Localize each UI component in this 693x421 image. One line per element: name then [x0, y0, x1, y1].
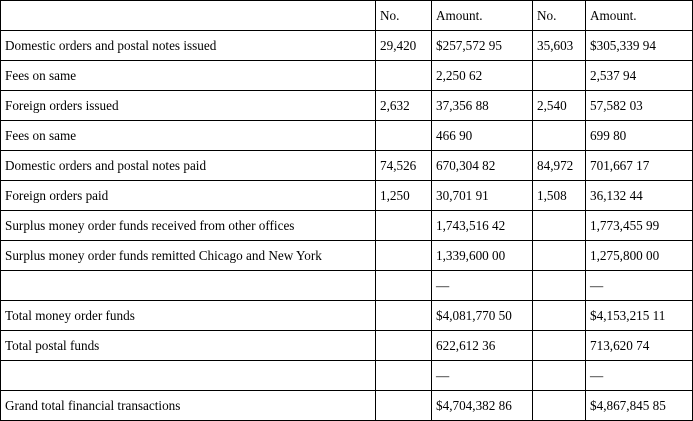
row-no-2: [533, 361, 586, 391]
row-no-1: [376, 301, 432, 331]
row-no-1: [376, 271, 432, 301]
row-no-1: 1,250: [376, 181, 432, 211]
row-amount-2: 2,537 94: [586, 61, 693, 91]
row-amount-2: $4,153,215 11: [586, 301, 693, 331]
row-no-1: 29,420: [376, 31, 432, 61]
table-row: [1, 241, 693, 271]
row-description: Foreign orders issued: [1, 91, 376, 121]
row-amount-1: 2,250 62: [432, 61, 533, 91]
row-amount-1: 30,701 91: [432, 181, 533, 211]
row-amount-1: 37,356 88: [432, 91, 533, 121]
row-description: Total postal funds: [1, 331, 376, 361]
row-no-2: [533, 271, 586, 301]
row-amount-2: 36,132 44: [586, 181, 693, 211]
row-amount-1: 670,304 82: [432, 151, 533, 181]
table-row: [1, 271, 693, 301]
row-amount-1: 466 90: [432, 121, 533, 151]
row-description: Surplus money order funds received from other offices: [1, 211, 376, 241]
header-description-cell: [1, 1, 376, 31]
row-amount-2: 1,275,800 00: [586, 241, 693, 271]
table-row: [1, 31, 693, 61]
header-amount-1: Amount.: [432, 1, 533, 31]
row-no-1: 74,526: [376, 151, 432, 181]
row-amount-2: 57,582 03: [586, 91, 693, 121]
row-description: [1, 271, 376, 301]
row-no-1: [376, 121, 432, 151]
table-row: [1, 361, 693, 391]
row-no-2: [533, 391, 586, 421]
row-no-2: [533, 61, 586, 91]
table-row: [1, 331, 693, 361]
row-amount-2: 713,620 74: [586, 331, 693, 361]
row-amount-2: —: [586, 361, 693, 391]
header-amount-2: Amount.: [586, 1, 693, 31]
row-no-2: [533, 241, 586, 271]
row-amount-2: 701,667 17: [586, 151, 693, 181]
row-amount-1: $4,704,382 86: [432, 391, 533, 421]
row-amount-1: 1,743,516 42: [432, 211, 533, 241]
row-amount-2: 1,773,455 99: [586, 211, 693, 241]
row-no-1: [376, 391, 432, 421]
row-no-1: [376, 331, 432, 361]
row-amount-2: $305,339 94: [586, 31, 693, 61]
table-header-row: [1, 1, 693, 31]
row-no-2: 84,972: [533, 151, 586, 181]
row-amount-2: $4,867,845 85: [586, 391, 693, 421]
row-description: Fees on same: [1, 121, 376, 151]
row-description: Foreign orders paid: [1, 181, 376, 211]
row-no-1: 2,632: [376, 91, 432, 121]
table-row: [1, 211, 693, 241]
table-row: [1, 151, 693, 181]
row-no-2: 1,508: [533, 181, 586, 211]
row-no-2: [533, 331, 586, 361]
row-description: Grand total financial transactions: [1, 391, 376, 421]
row-description: Fees on same: [1, 61, 376, 91]
row-amount-1: $257,572 95: [432, 31, 533, 61]
table-row: [1, 301, 693, 331]
row-no-1: [376, 361, 432, 391]
row-amount-1: 622,612 36: [432, 331, 533, 361]
row-amount-1: 1,339,600 00: [432, 241, 533, 271]
table-row: [1, 121, 693, 151]
row-no-2: 2,540: [533, 91, 586, 121]
row-no-1: [376, 211, 432, 241]
table-row: [1, 91, 693, 121]
row-description: [1, 361, 376, 391]
row-description: Surplus money order funds remitted Chicago and New York: [1, 241, 376, 271]
row-description: Total money order funds: [1, 301, 376, 331]
header-no-2: No.: [533, 1, 586, 31]
row-amount-1: —: [432, 271, 533, 301]
table-row: [1, 61, 693, 91]
row-no-2: [533, 121, 586, 151]
row-description: Domestic orders and postal notes issued: [1, 31, 376, 61]
row-amount-1: —: [432, 361, 533, 391]
row-no-2: [533, 211, 586, 241]
row-no-1: [376, 61, 432, 91]
table-row: [1, 181, 693, 211]
table-row: [1, 391, 693, 421]
row-description: Domestic orders and postal notes paid: [1, 151, 376, 181]
header-no-1: No.: [376, 1, 432, 31]
row-no-2: 35,603: [533, 31, 586, 61]
row-no-1: [376, 241, 432, 271]
row-amount-1: $4,081,770 50: [432, 301, 533, 331]
row-no-2: [533, 301, 586, 331]
row-amount-2: 699 80: [586, 121, 693, 151]
row-amount-2: —: [586, 271, 693, 301]
